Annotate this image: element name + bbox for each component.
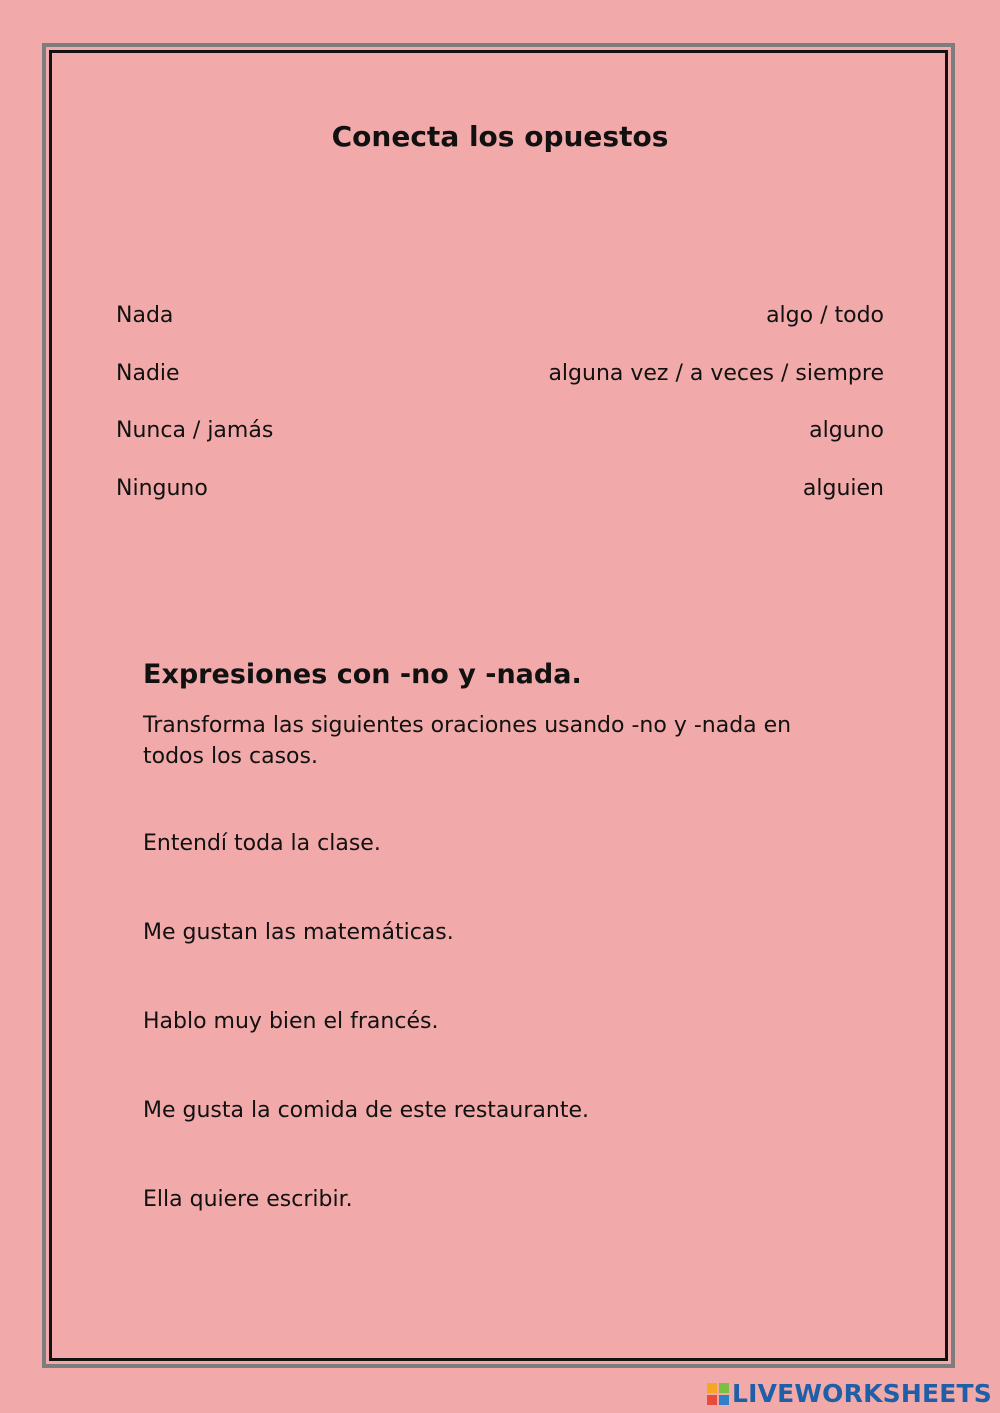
page-frame-inner <box>49 50 948 1361</box>
worksheet-title: Conecta los opuestos <box>331 120 669 153</box>
exercise-sentence: Ella quiere escribir. <box>143 1187 353 1212</box>
opposite-left-word[interactable]: Ninguno <box>116 476 208 501</box>
opposite-left-word[interactable]: Nadie <box>116 361 180 386</box>
opposite-right-word[interactable]: alguien <box>802 476 884 501</box>
opposite-left-word[interactable]: Nunca / jamás <box>116 418 274 443</box>
exercise-sentence: Hablo muy bien el francés. <box>143 1009 439 1034</box>
section-instructions: Transforma las siguientes oraciones usando -no y -nada en todos los casos. <box>143 713 792 769</box>
opposites-row <box>116 361 884 391</box>
opposites-row <box>116 303 884 333</box>
liveworksheets-brand <box>707 1379 992 1408</box>
section-heading: Expresiones con -no y -nada. <box>143 659 582 690</box>
exercise-sentence: Me gustan las matemáticas. <box>143 920 454 945</box>
exercise-sentence: Entendí toda la clase. <box>143 831 381 856</box>
exercise-sentence: Me gusta la comida de este restaurante. <box>143 1098 589 1123</box>
opposite-right-word[interactable]: algo / todo <box>766 303 884 328</box>
opposite-right-word[interactable]: alguna vez / a veces / siempre <box>548 361 884 386</box>
liveworksheets-wordmark: LIVEWORKSHEETS <box>731 1379 992 1408</box>
opposites-row <box>116 476 884 506</box>
liveworksheets-logo-icon <box>707 1383 729 1405</box>
page-frame <box>42 43 955 1368</box>
opposites-row <box>116 418 884 448</box>
opposite-left-word[interactable]: Nada <box>116 303 174 328</box>
opposite-right-word[interactable]: alguno <box>809 418 884 443</box>
